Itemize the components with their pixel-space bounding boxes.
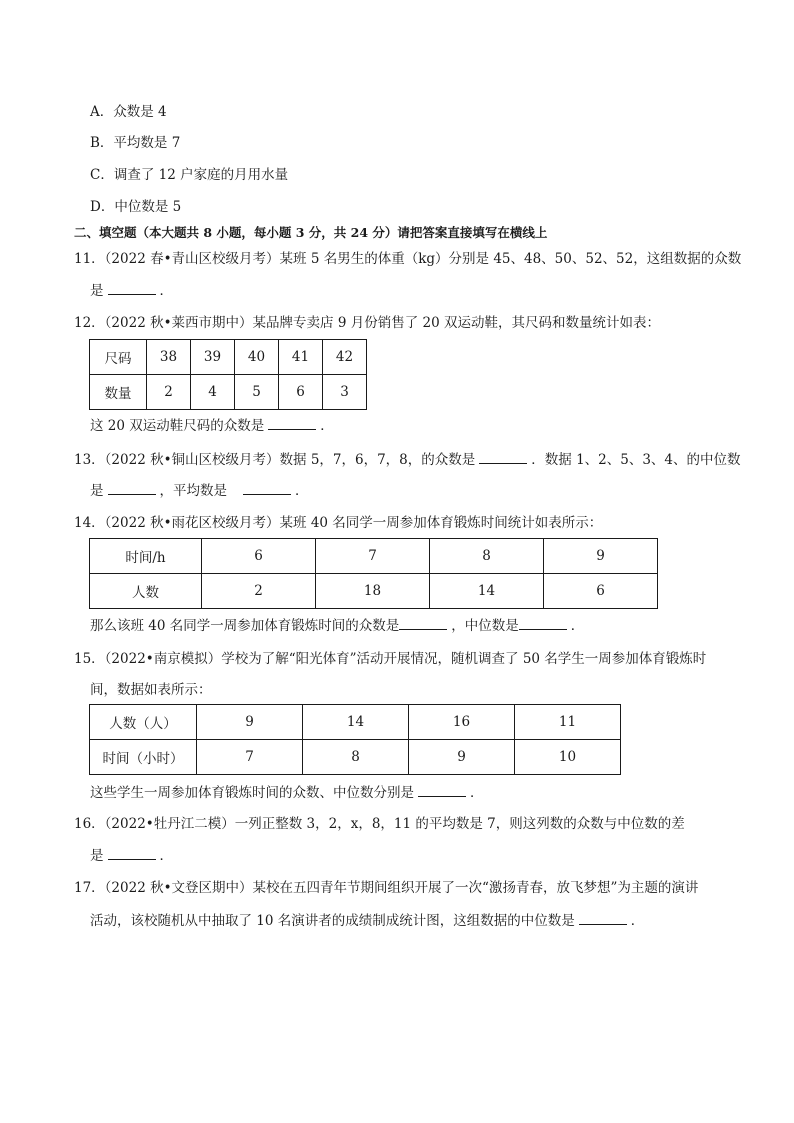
q13-line1-pre: 13．（2022 秋•铜山区校级月考）数据 5，7，6，7，8，的众数是 xyxy=(74,452,476,468)
table-cell: 42 xyxy=(323,340,367,375)
table-row xyxy=(90,375,367,410)
table-cell: 尺码 xyxy=(90,340,147,375)
q14-after-pre: 那么该班 40 名同学一周参加体育锻炼时间的众数是 xyxy=(90,618,400,634)
q11-line2-pre: 是 xyxy=(90,283,104,299)
q12-table xyxy=(89,339,367,410)
q14-after-mid: ，中位数是 xyxy=(451,618,519,634)
q12-line1: 12．（2022 秋•莱西市期中）某品牌专卖店 9 月份销售了 20 双运动鞋，其尺码和数量统计如表： xyxy=(74,315,660,331)
table-row xyxy=(90,574,658,609)
table-cell: 人数 xyxy=(90,574,202,609)
q15-line2: 间，数据如表所示： xyxy=(90,682,212,698)
table-cell: 9 xyxy=(409,740,515,775)
table-cell: 数量 xyxy=(90,375,147,410)
q17-answer-blank[interactable] xyxy=(579,912,627,925)
q13-line2-pre: 是 xyxy=(90,483,104,499)
q13-line2 xyxy=(90,482,309,500)
table-cell: 5 xyxy=(235,375,279,410)
option-d: D．中位数是 5 xyxy=(90,199,182,215)
q15-line1: 15．（2022•南京模拟）学校为了解“阳光体育”活动开展情况，随机调查了 50 名学生一周参加体育锻炼时 xyxy=(74,651,707,667)
table-cell: 时间/h xyxy=(90,539,202,574)
table-cell: 14 xyxy=(430,574,544,609)
q14-mode-blank[interactable] xyxy=(399,617,447,630)
q12-after xyxy=(90,417,334,435)
table-cell: 2 xyxy=(202,574,316,609)
q14-table xyxy=(89,538,658,609)
q16-line1: 16．（2022•牡丹江二模）一列正整数 3，2，x，8，11 的平均数是 7，则这列数的众数与中位数的差 xyxy=(74,816,685,832)
table-row xyxy=(90,705,621,740)
table-cell: 39 xyxy=(191,340,235,375)
q13-median-blank[interactable] xyxy=(108,482,156,495)
q15-after xyxy=(90,784,484,802)
q17-line2-post: ． xyxy=(630,913,645,929)
table-cell: 3 xyxy=(323,375,367,410)
table-cell: 10 xyxy=(515,740,621,775)
table-cell: 16 xyxy=(409,705,515,740)
table-cell: 9 xyxy=(544,539,658,574)
option-c: C．调查了 12 户家庭的月用水量 xyxy=(90,167,289,183)
table-row xyxy=(90,740,621,775)
q15-answer-blank[interactable] xyxy=(418,784,466,797)
table-cell: 14 xyxy=(303,705,409,740)
table-cell: 41 xyxy=(279,340,323,375)
q16-line2-post: ． xyxy=(159,848,173,864)
q17-line2 xyxy=(90,912,644,930)
q12-answer-blank[interactable] xyxy=(268,417,316,430)
option-b: B．平均数是 7 xyxy=(90,135,181,151)
q11-answer-blank[interactable] xyxy=(108,282,156,295)
q15-table xyxy=(89,704,621,775)
q13-mode-blank[interactable] xyxy=(479,451,527,464)
table-cell: 7 xyxy=(316,539,430,574)
q14-after-post: ． xyxy=(570,618,585,634)
table-cell: 6 xyxy=(279,375,323,410)
q12-after-post: ． xyxy=(320,418,334,434)
option-a: A．众数是 4 xyxy=(90,104,167,120)
table-cell: 时间（小时） xyxy=(90,740,197,775)
section-header: 二、填空题（本大题共 8 小题，每小题 3 分，共 24 分）请把答案直接填写在横线上 xyxy=(74,225,548,240)
table-cell: 4 xyxy=(191,375,235,410)
q13-line2-post: ． xyxy=(295,483,309,499)
q13-mean-blank[interactable] xyxy=(243,482,291,495)
table-cell: 人数（人） xyxy=(90,705,197,740)
table-cell: 38 xyxy=(147,340,191,375)
q16-answer-blank[interactable] xyxy=(108,847,156,860)
q14-median-blank[interactable] xyxy=(519,617,567,630)
q13-line1 xyxy=(74,451,741,469)
q15-after-pre: 这些学生一周参加体育锻炼时间的众数、中位数分别是 xyxy=(90,785,414,801)
table-cell: 6 xyxy=(544,574,658,609)
table-row xyxy=(90,340,367,375)
table-cell: 2 xyxy=(147,375,191,410)
q11-line1: 11．（2022 春•青山区校级月考）某班 5 名男生的体重（kg）分别是 45、48、50、52、52，这组数据的众数 xyxy=(74,251,742,267)
table-cell: 18 xyxy=(316,574,430,609)
q14-after xyxy=(90,617,584,635)
table-cell: 9 xyxy=(197,705,303,740)
q13-line1-post: ．数据 1、2、5、3、4、的中位数 xyxy=(531,452,741,468)
q16-line2 xyxy=(90,847,173,865)
q17-line2-pre: 活动，该校随机从中抽取了 10 名演讲者的成绩制成统计图，这组数据的中位数是 xyxy=(90,913,575,929)
q16-line2-pre: 是 xyxy=(90,848,104,864)
table-row xyxy=(90,539,658,574)
q11-line2-post: ． xyxy=(159,283,173,299)
table-cell: 40 xyxy=(235,340,279,375)
q14-line1: 14．（2022 秋•雨花区校级月考）某班 40 名同学一周参加体育锻炼时间统计如表所示： xyxy=(74,515,603,531)
q12-after-pre: 这 20 双运动鞋尺码的众数是 xyxy=(90,418,265,434)
table-cell: 7 xyxy=(197,740,303,775)
table-cell: 8 xyxy=(303,740,409,775)
q11-line2 xyxy=(90,282,173,300)
q17-line1: 17．（2022 秋•文登区期中）某校在五四青年节期间组织开展了一次“激扬青春，放飞梦想”为主题的演讲 xyxy=(74,880,699,896)
q13-line2-mid: ，平均数是 xyxy=(159,483,227,499)
q15-after-post: ． xyxy=(470,785,484,801)
table-cell: 8 xyxy=(430,539,544,574)
table-cell: 11 xyxy=(515,705,621,740)
table-cell: 6 xyxy=(202,539,316,574)
